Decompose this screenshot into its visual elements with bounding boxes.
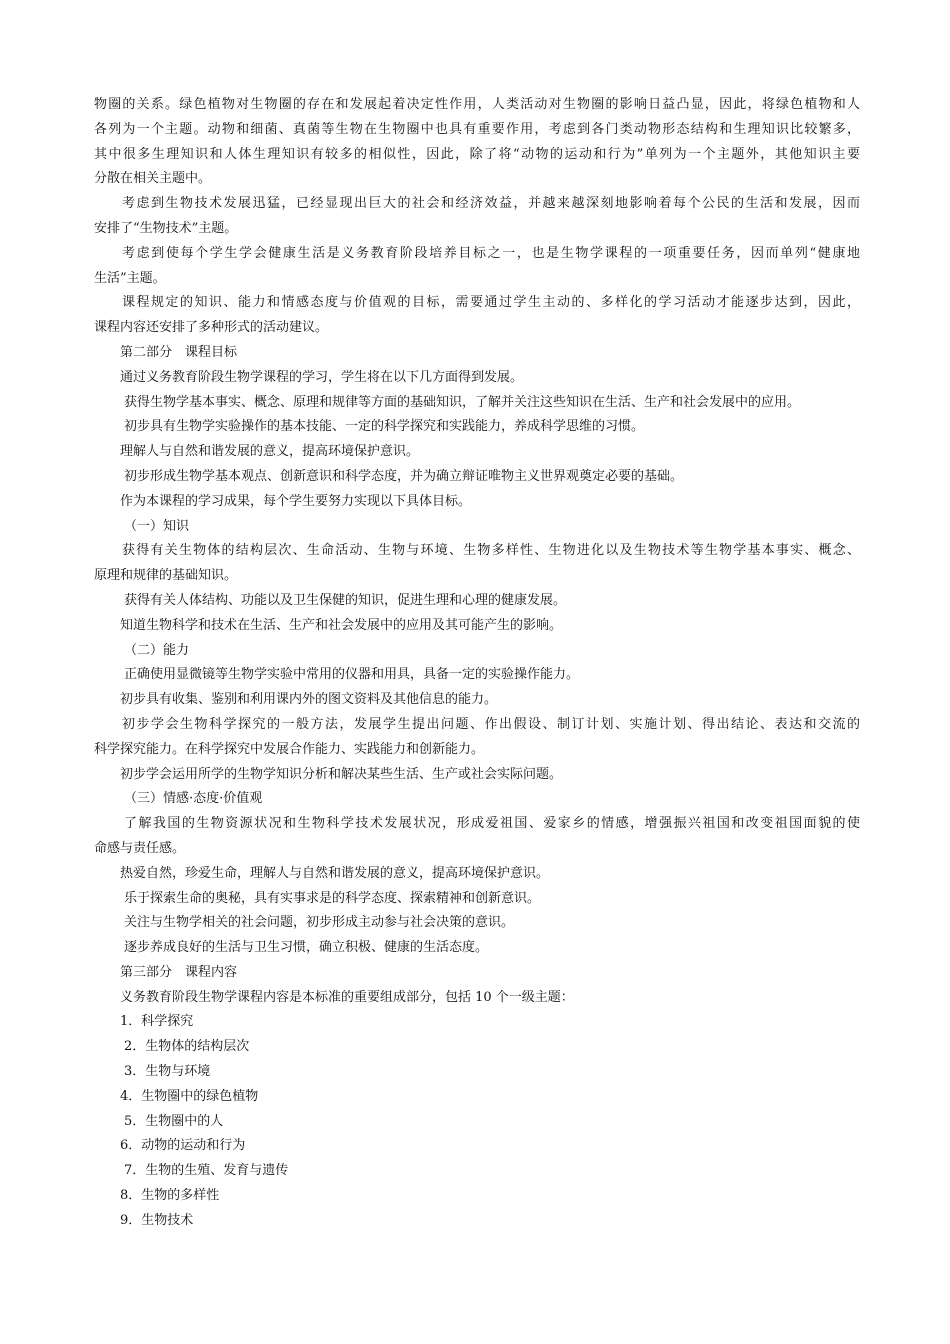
paragraph-line: 课程规定的知识、能力和情感态度与价值观的目标，需要通过学生主动的、多样化的学习活动才能逐步达到，因此， [122, 295, 860, 311]
list-item: 7．生物的生殖、发育与遗传 [124, 1163, 289, 1179]
paragraph-line: 初步具有收集、鉴别和利用课内外的图文资料及其他信息的能力。 [120, 692, 498, 708]
paragraph-line: 物圈的关系。绿色植物对生物圈的存在和发展起着决定性作用，人类活动对生物圈的影响日益凸显，因此，将绿色植物和人 [94, 97, 860, 112]
list-item: 5．生物圈中的人 [124, 1113, 224, 1129]
list-item: 6．动物的运动和行为 [120, 1138, 246, 1154]
paragraph-line: 通过义务教育阶段生物学课程的学习，学生将在以下几方面得到发展。 [120, 369, 524, 385]
list-item: 3．生物与环境 [124, 1064, 211, 1080]
list-item: 9．生物技术 [120, 1212, 194, 1228]
paragraph-line: 逐步养成良好的生活与卫生习惯，确立积极、健康的生活态度。 [124, 940, 489, 956]
paragraph-line: 获得有关生物体的结构层次、生命活动、生物与环境、生物多样性、生物进化以及生物技术等生物学基本事实、概念、 [122, 543, 860, 559]
paragraph-line: 获得生物学基本事实、概念、原理和规律等方面的基础知识，了解并关注这些知识在生活、生产和社会发展中的应用。 [124, 394, 801, 410]
paragraph-line: 命感与责任感。 [94, 840, 186, 856]
list-item: 1．科学探究 [120, 1014, 194, 1030]
paragraph-line: 初步形成生物学基本观点、创新意识和科学态度，并为确立辩证唯物主义世界观奠定必要的基础。 [124, 468, 684, 484]
paragraph-line: 热爱自然，珍爱生命，理解人与自然和谐发展的意义，提高环境保护意识。 [120, 865, 550, 881]
paragraph-line: 各列为一个主题。动物和细菌、真菌等生物在生物圈中也具有重要作用，考虑到各门类动物形态结构和生理知识比较繁多， [94, 121, 860, 137]
paragraph-line: 初步学会运用所学的生物学知识分析和解决某些生活、生产或社会实际问题。 [120, 766, 563, 782]
paragraph-line: 了解我国的生物资源状况和生物科学技术发展状况，形成爱祖国、爱家乡的情感，增强振兴祖国和改变祖国面貌的使 [124, 816, 860, 832]
paragraph-line: 生活”主题。 [94, 270, 166, 286]
subsection-heading: （二）能力 [124, 642, 190, 658]
subsection-heading: （三）情感·态度·价值观 [124, 791, 263, 807]
paragraph-line: 其中很多生理知识和人体生理知识有较多的相似性，因此，除了将“动物的运动和行为”单列为一个主题外，其他知识主要 [94, 146, 860, 162]
section-heading: 第三部分 课程内容 [120, 964, 238, 980]
paragraph-line: 知道生物科学和技术在生活、生产和社会发展中的应用及其可能产生的影响。 [120, 617, 563, 633]
section-heading: 第二部分 课程目标 [120, 344, 238, 360]
paragraph-line: 作为本课程的学习成果，每个学生要努力实现以下具体目标。 [120, 493, 472, 509]
list-item: 2．生物体的结构层次 [124, 1039, 250, 1055]
paragraph-line: 获得有关人体结构、功能以及卫生保健的知识，促进生理和心理的健康发展。 [124, 592, 567, 608]
paragraph-line: 课程内容还安排了多种形式的活动建议。 [94, 320, 329, 336]
paragraph-line: 初步学会生物科学探究的一般方法，发展学生提出问题、作出假设、制订计划、实施计划、得出结论、表达和交流的 [122, 716, 860, 732]
paragraph-line: 乐于探索生命的奥秘，具有实事求是的科学态度、探索精神和创新意识。 [124, 890, 541, 906]
list-item: 8．生物的多样性 [120, 1188, 220, 1204]
paragraph-line: 关注与生物学相关的社会问题，初步形成主动参与社会决策的意识。 [124, 915, 515, 931]
paragraph-line: 考虑到使每个学生学会健康生活是义务教育阶段培养目标之一，也是生物学课程的一项重要任务，因而单列“健康地 [122, 245, 860, 261]
paragraph-line: 原理和规律的基础知识。 [94, 568, 238, 584]
paragraph-line: 分散在相关主题中。 [94, 171, 212, 187]
document-body [94, 93, 860, 1234]
list-item: 4．生物圈中的绿色植物 [120, 1088, 259, 1104]
paragraph-line: 安排了“生物技术”主题。 [94, 220, 238, 236]
paragraph-line: 正确使用显微镜等生物学实验中常用的仪器和用具，具备一定的实验操作能力。 [124, 667, 580, 683]
subsection-heading: （一）知识 [124, 518, 190, 534]
paragraph-line: 初步具有生物学实验操作的基本技能、一定的科学探究和实践能力，养成科学思维的习惯。 [124, 419, 645, 435]
paragraph-line: 考虑到生物技术发展迅猛，已经显现出巨大的社会和经济效益，并越来越深刻地影响着每个公民的生活和发展，因而 [122, 196, 860, 212]
paragraph-line: 科学探究能力。在科学探究中发展合作能力、实践能力和创新能力。 [94, 741, 485, 757]
paragraph-line: 理解人与自然和谐发展的意义，提高环境保护意识。 [120, 444, 420, 460]
paragraph-line: 义务教育阶段生物学课程内容是本标准的重要组成部分，包括 10 个一级主题： [120, 989, 574, 1005]
